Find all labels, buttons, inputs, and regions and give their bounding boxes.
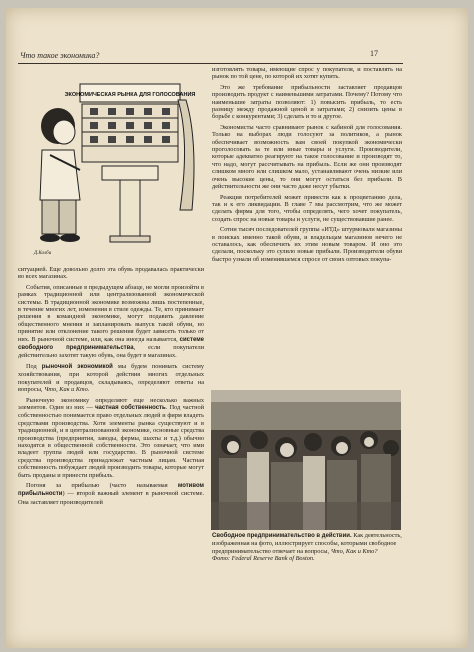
key-term: мотивом прибыльности bbox=[18, 482, 204, 498]
cartoon-signature: Д.Колби bbox=[34, 251, 52, 256]
section-title: Что такое экономика? bbox=[20, 51, 100, 60]
paragraph: События, описанные в предыдущем абзаце, не могли произойти в рамках традиционной или централизованной экономической системы. В традиционной экономике возможны лишь постепенные, в течение многих лет, изменения в стиле одежды. Те, кто принимает решения в командной экономике, могут подавить давление общественного мнения и запланировать выпуск такой обуви, но принятие или отклонение такого решения будет зависеть только от них. В рыночной системе, или, как она иногда называется, системе свободного предпринимательства, если покупатели действительно захотят такую обувь, она будет в магазинах. bbox=[18, 283, 205, 360]
paragraph: Рыночную экономику определяют еще несколько важных элементов. Один из них — частная собственность. Под частной собственностью понимается право отдельных людей и фирм владеть средствами производства. Хотя элементы рынка существуют и в традиционной, и в централизованной экономике, основные средства производства (предприятия, заводы, фермы, шахты и т.д.) обычно находятся в общественной собственности. Это означает, что ими владеет группа людей или государство. В рыночной системе средства производства принадлежат частным лицам. Частная собственность побуждает людей производить товары, которые могут быть проданы и принести прибыль. bbox=[18, 396, 205, 479]
paragraph: Реакция потребителей может привести как к процветанию дела, так и к его ликвидации. В главе 7 мы рассмотрим, что же может сделать фирма для того, чтобы определять, чего хочет покупатель, создать спрос на новые товары и услуги, не существовавшие ранее. bbox=[212, 193, 402, 223]
paragraph: изготовлять товары, имеющие спрос у покупателя, и поставлять на рынок по той цене, по которой их хотят купить. bbox=[212, 66, 402, 81]
paragraph: Экономисты часто сравнивают рынок с кабиной для голосования. Только на выборах люди голосуют за политиков, а рынок обеспечивает возможность вам своей покупкой экономически проголосовать за те или иные товары и услуги. Производители, которые адекватно реагируют на такое голосование и производят то, что надо, могут рассчитывать на прибыль. Если же они производят слишком много или слишком мало, устанавливают очень низкие или очень высокие цены, то они могут остаться без прибыли. В действительности же они часто даже несут убытки. bbox=[212, 123, 402, 191]
caption-lead: Свободное предпринимательство в действии. bbox=[212, 533, 352, 539]
cartoon-box-title: ЭКОНОМИЧЕСКАЯ РЫНКА ДЛЯ ГОЛОСОВАНИЯ bbox=[64, 92, 196, 98]
paragraph: Погоня за прибылью (часто называемая мотивом прибыльности) — второй важный элемент в рыночной системе. Она заставляет производителей bbox=[18, 481, 204, 506]
paragraph: Это же требование прибыльности заставляет продавцов производить продукт с наименьшими затратами. Почему? Потому что наименьшие затраты позволяют: 1) повысить прибыль, то есть разницу между продажной ценой и затратами; 2) снизить цены в борьбе с конкурентами; 3) сделать и то и другое. bbox=[212, 83, 402, 121]
book-page bbox=[6, 8, 468, 648]
header-rule bbox=[18, 63, 403, 64]
key-term: рыночной экономикой bbox=[41, 363, 113, 370]
key-term: частная собственность bbox=[95, 404, 166, 411]
left-text-column bbox=[18, 266, 204, 509]
paragraph: Сотни тысяч последователей группы «ИТД» штурмовали магазины в поисках именно такой обуви, и владельцам магазинов нечего не оставалось, как обеспечить их этим новым товаром. И оно это сделали, поскольку это сулило новые прибыли. Производители обуви быстро узнали об изменившемся спросе от своих оптовых покупа- bbox=[212, 226, 402, 263]
cartoon-illustration bbox=[20, 70, 202, 260]
photo-caption: Свободное предпринимательство в действии. Как деятельность, изображенная на фото, иллюстрирует способы, которыми свободное предпринимательство отвечает на вопросы, Что, Как и Кто? Фото: Federal Reserve Bank of Boston. bbox=[212, 532, 402, 563]
right-text-column bbox=[212, 66, 402, 266]
page-number: 17 bbox=[370, 49, 378, 58]
key-term: системе свободного предпринимательства bbox=[18, 336, 204, 352]
paragraph: ситуацией. Еще довольно долго эта обувь продавалась практически во всех магазинах. bbox=[18, 266, 204, 281]
photo-credit: Фото: Federal Reserve Bank of Boston. bbox=[212, 555, 315, 563]
paragraph: Под рыночной экономикой мы будем понимать систему хозяйствования, при которой действия многих отдельных покупателей и продавцов, складываясь, определяют ответы на вопросы, Что, Как и Кто. bbox=[18, 362, 204, 394]
crowd-photo bbox=[211, 390, 401, 530]
